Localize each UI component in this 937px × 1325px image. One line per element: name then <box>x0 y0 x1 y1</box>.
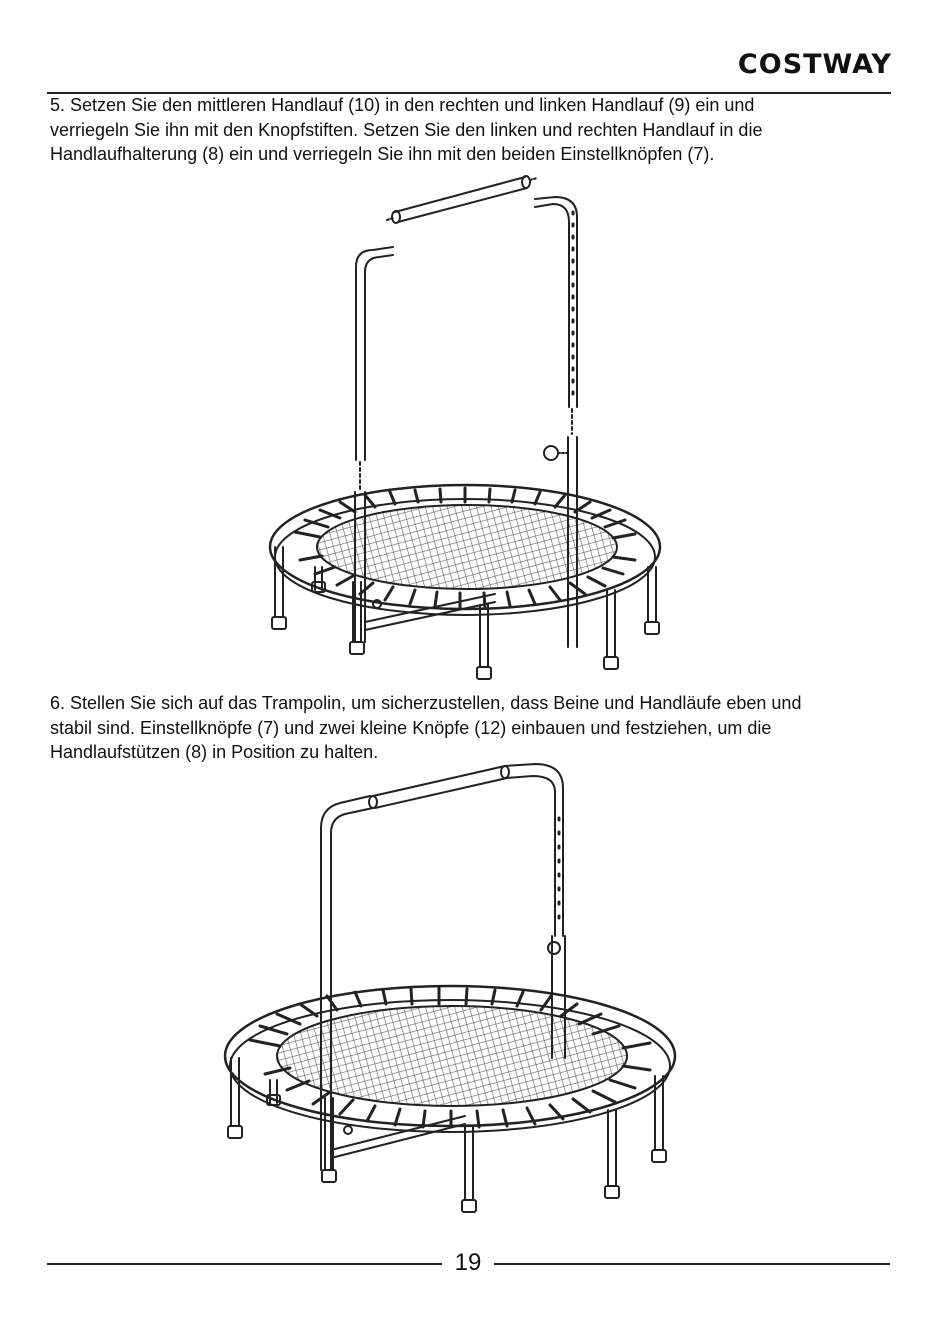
footer-divider-left <box>47 1263 442 1265</box>
costway-logo: COSTWAY <box>737 49 892 80</box>
page-number: 19 <box>454 1249 482 1276</box>
step-6-illustration <box>205 758 695 1220</box>
step-5-instructions <box>50 93 762 167</box>
knob-icon <box>344 1126 352 1134</box>
middle-handrail <box>387 176 537 223</box>
step-5-line-2: verriegeln Sie ihn mit den Knopfstiften. Setzen Sie den linken und rechten Handlauf in die <box>50 119 763 140</box>
step-5-line-3: Handlaufhalterung (8) ein und verriegeln Sie ihn mit den beiden Einstellknöpfen (7). <box>50 144 715 164</box>
step-6-line-3: Handlaufstützen (8) in Position zu halten. <box>50 742 379 762</box>
footer-divider-right <box>494 1263 890 1265</box>
step-6-line-1: 6. Stellen Sie sich auf das Trampolin, um sicherzustellen, dass Beine und Handläufe eben und <box>50 693 802 713</box>
jumping-mat <box>317 505 617 589</box>
adjustment-knob-icon <box>544 446 558 460</box>
step-6-instructions <box>50 691 801 765</box>
left-handrail <box>356 247 393 490</box>
middle-handrail <box>369 766 509 808</box>
step-6-line-2: stabil sind. Einstellknöpfe (7) und zwei kleine Knöpfe (12) einbauen und festziehen, um die <box>50 717 772 738</box>
step-5-illustration <box>255 172 675 687</box>
left-handrail <box>321 796 373 998</box>
step-5-line-1: 5. Setzen Sie den mittleren Handlauf (10) in den rechten und linken Handlauf (9) ein und <box>50 95 755 115</box>
adjustment-knob-icon <box>548 942 560 954</box>
